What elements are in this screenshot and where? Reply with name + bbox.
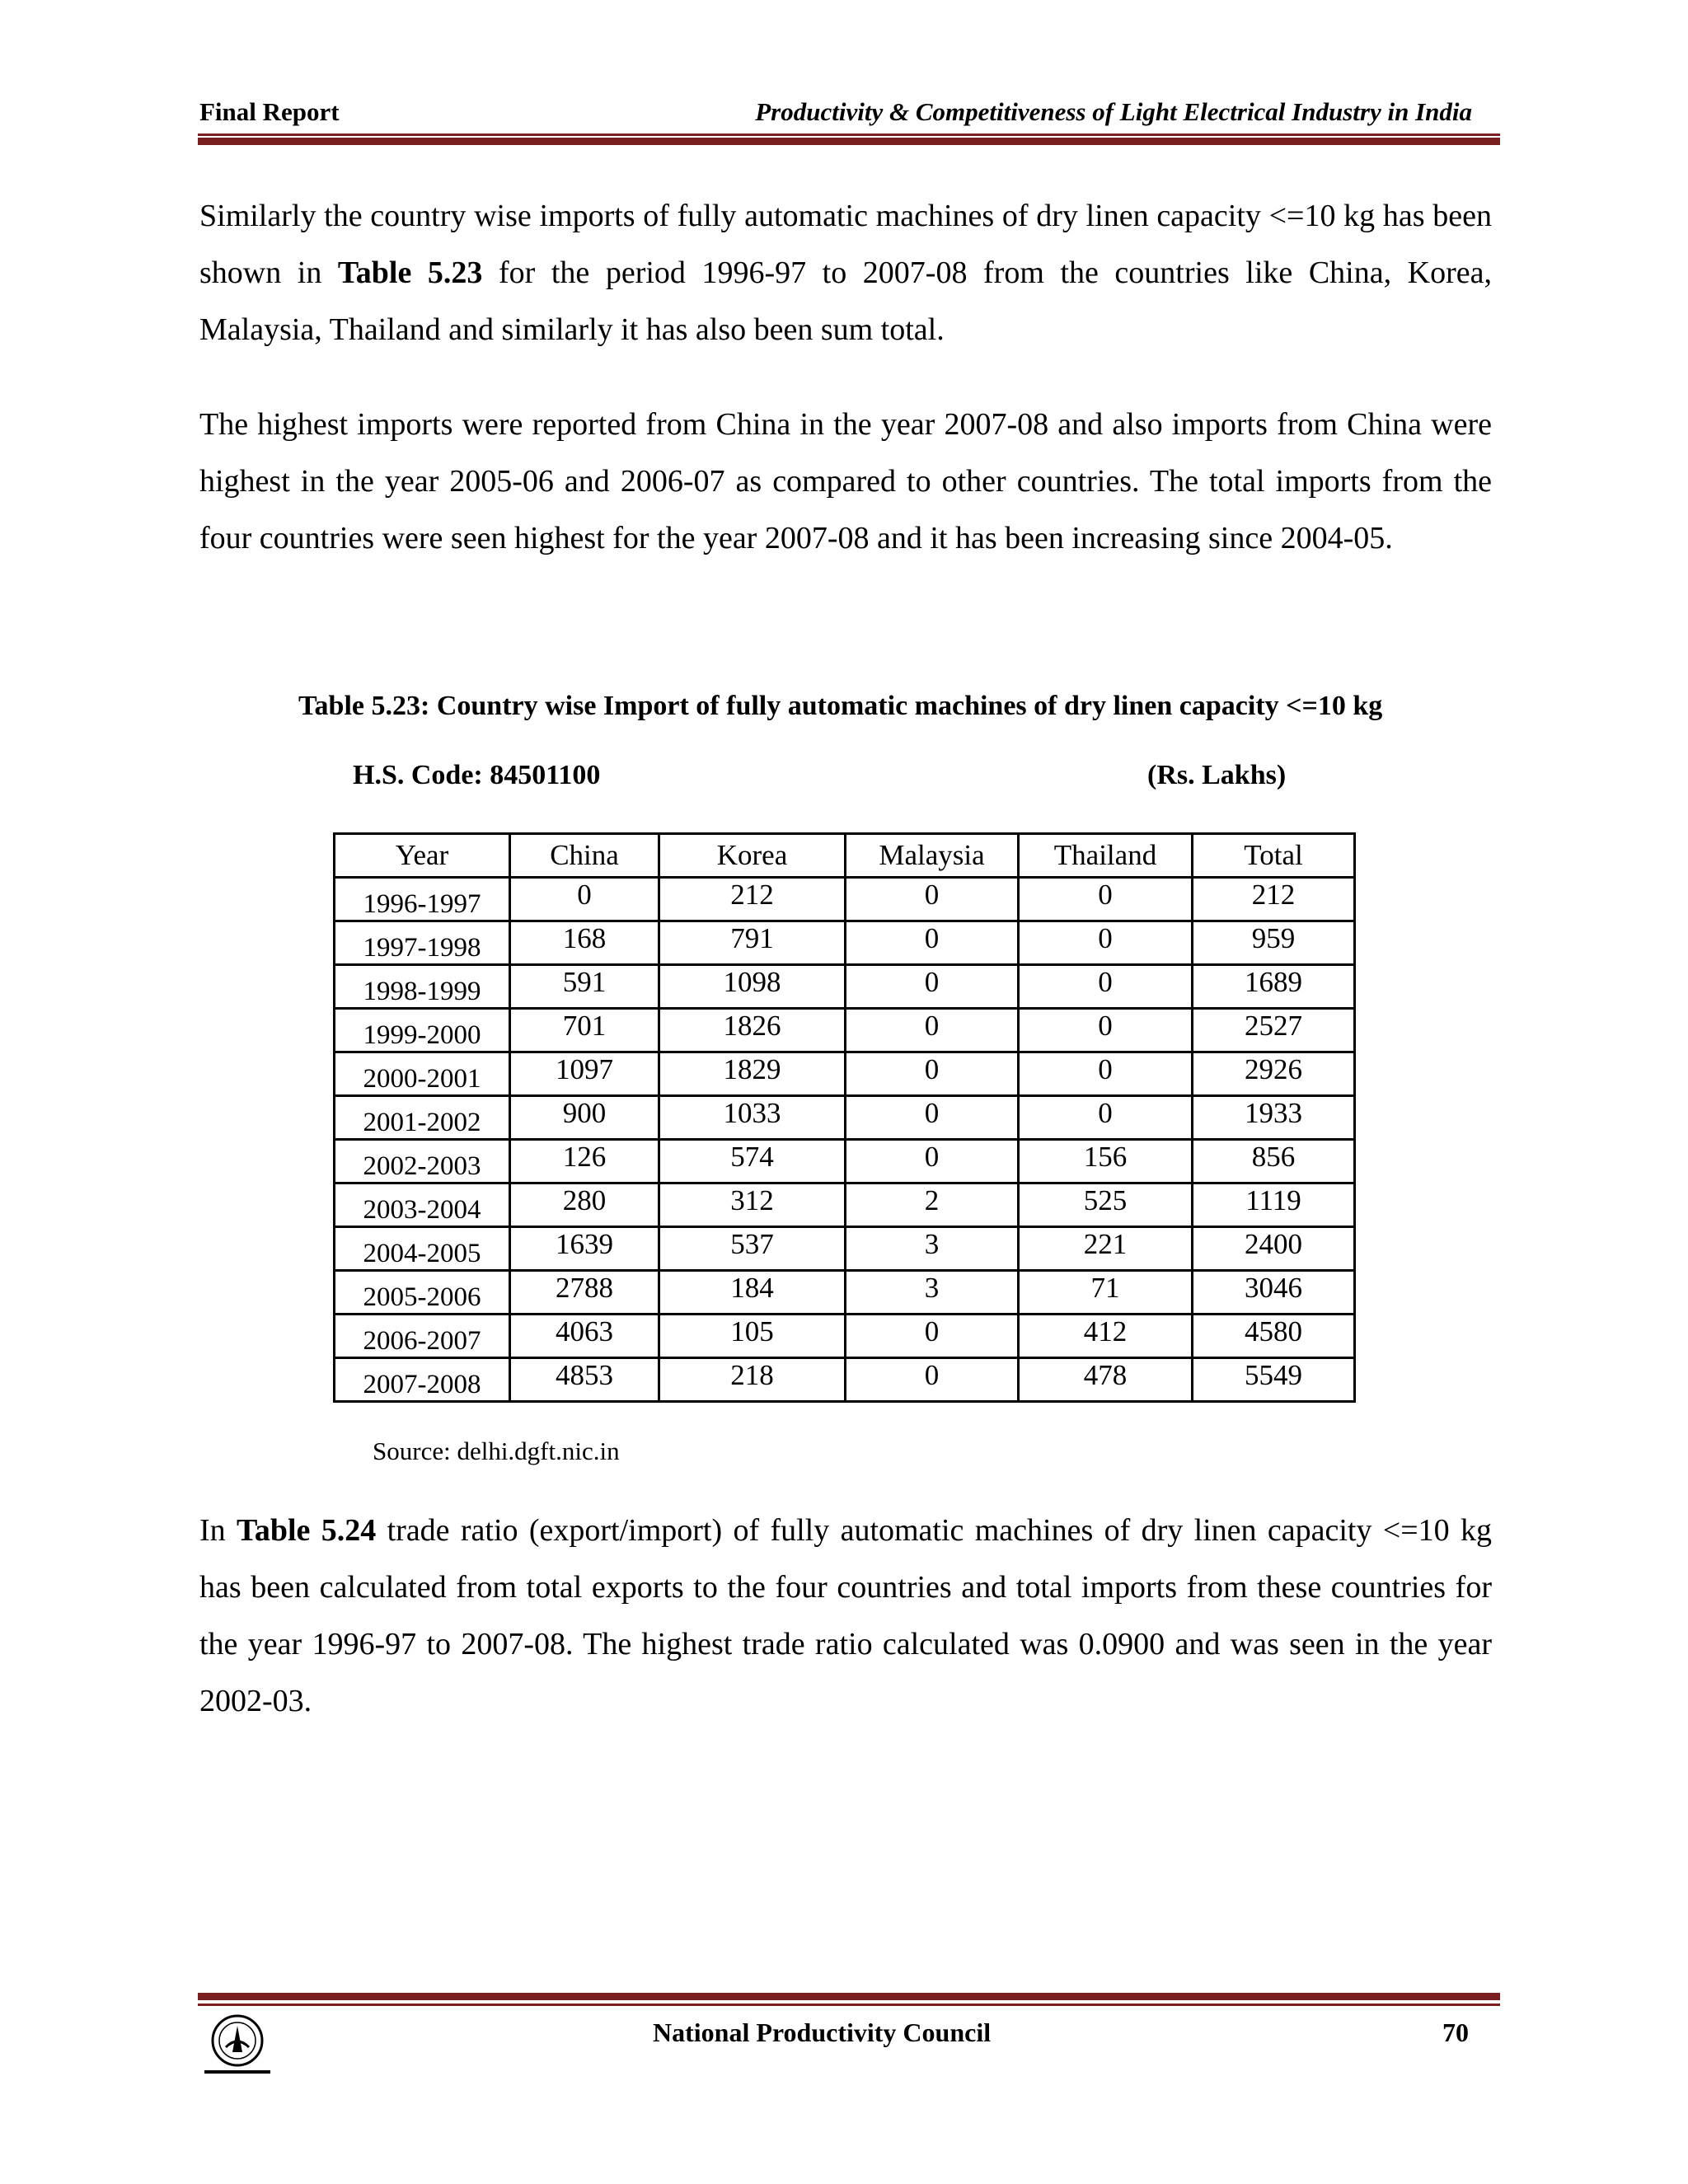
- cell-thailand: 0: [1019, 878, 1193, 921]
- cell-thailand: 156: [1019, 1140, 1193, 1183]
- cell-total: 5549: [1193, 1358, 1355, 1402]
- cell-korea: 312: [659, 1183, 846, 1227]
- cell-china: 900: [510, 1096, 659, 1140]
- cell-total: 2400: [1193, 1227, 1355, 1271]
- cell-year: 2004-2005: [335, 1227, 510, 1271]
- page-number: 70: [1442, 2018, 1469, 2047]
- column-header-thailand: Thailand: [1019, 834, 1193, 878]
- npc-logo-icon: [196, 2011, 279, 2080]
- cell-malaysia: 3: [846, 1271, 1019, 1315]
- footer-title: National Productivity Council: [653, 2018, 992, 2047]
- cell-thailand: 221: [1019, 1227, 1193, 1271]
- table-title: Table 5.23: Country wise Import of fully automatic machines of dry linen capacity <=10 kg: [298, 691, 1383, 721]
- cell-korea: 218: [659, 1358, 846, 1402]
- header-left: Final Report: [199, 97, 340, 126]
- table-row: [335, 1009, 1355, 1052]
- cell-year: 1996-1997: [335, 878, 510, 921]
- table-reference: Table 5.24: [237, 1513, 377, 1548]
- cell-thailand: 0: [1019, 1009, 1193, 1052]
- cell-thailand: 71: [1019, 1271, 1193, 1315]
- table-row: [335, 1315, 1355, 1358]
- table-row: [335, 1358, 1355, 1402]
- cell-year: 2002-2003: [335, 1140, 510, 1183]
- cell-year: 1999-2000: [335, 1009, 510, 1052]
- cell-china: 1639: [510, 1227, 659, 1271]
- table-row: [335, 921, 1355, 965]
- cell-malaysia: 0: [846, 1052, 1019, 1096]
- cell-thailand: 412: [1019, 1315, 1193, 1358]
- column-header-china: China: [510, 834, 659, 878]
- cell-year: 2000-2001: [335, 1052, 510, 1096]
- cell-korea: 212: [659, 878, 846, 921]
- cell-total: 1689: [1193, 965, 1355, 1009]
- table-row: [335, 965, 1355, 1009]
- table-row: [335, 878, 1355, 921]
- cell-total: 1933: [1193, 1096, 1355, 1140]
- table-unit: (Rs. Lakhs): [1147, 760, 1287, 790]
- cell-malaysia: 0: [846, 878, 1019, 921]
- table-header-row: [335, 834, 1355, 878]
- cell-china: 4853: [510, 1358, 659, 1402]
- cell-china: 126: [510, 1140, 659, 1183]
- column-header-year: Year: [335, 834, 510, 878]
- cell-china: 168: [510, 921, 659, 965]
- paragraph-3: In Table 5.24 trade ratio (export/import) of fully automatic machines of dry linen capacity <=10 kg has been calculated from total exports to the four countries and total imports from these countries for the year 1996-97 to 2007-08. The highest trade ratio calculated was 0.0900 and was seen in the year 2002-03.: [199, 1513, 1493, 1718]
- cell-china: 701: [510, 1009, 659, 1052]
- cell-korea: 105: [659, 1315, 846, 1358]
- table-row: [335, 1271, 1355, 1315]
- hs-code: H.S. Code: 84501100: [353, 760, 601, 790]
- table-row: [335, 1096, 1355, 1140]
- cell-korea: 1033: [659, 1096, 846, 1140]
- cell-total: 959: [1193, 921, 1355, 965]
- cell-korea: 1829: [659, 1052, 846, 1096]
- cell-total: 856: [1193, 1140, 1355, 1183]
- cell-korea: 791: [659, 921, 846, 965]
- footer-rule-thin: [198, 2004, 1500, 2006]
- table-row: [335, 1183, 1355, 1227]
- cell-thailand: 525: [1019, 1183, 1193, 1227]
- cell-total: 212: [1193, 878, 1355, 921]
- table-reference: Table 5.23: [337, 255, 483, 290]
- header-right: Productivity & Competitiveness of Light Electrical Industry in India: [755, 97, 1472, 126]
- cell-thailand: 478: [1019, 1358, 1193, 1402]
- column-header-korea: Korea: [659, 834, 846, 878]
- cell-korea: 1826: [659, 1009, 846, 1052]
- cell-total: 3046: [1193, 1271, 1355, 1315]
- cell-total: 4580: [1193, 1315, 1355, 1358]
- header-rule-thick: [198, 138, 1500, 145]
- cell-thailand: 0: [1019, 921, 1193, 965]
- cell-korea: 1098: [659, 965, 846, 1009]
- cell-total: 2926: [1193, 1052, 1355, 1096]
- cell-china: 1097: [510, 1052, 659, 1096]
- cell-malaysia: 3: [846, 1227, 1019, 1271]
- header-rule-thin: [198, 134, 1500, 136]
- cell-malaysia: 0: [846, 1358, 1019, 1402]
- cell-year: 1997-1998: [335, 921, 510, 965]
- cell-malaysia: 0: [846, 921, 1019, 965]
- cell-year: 2001-2002: [335, 1096, 510, 1140]
- cell-china: 4063: [510, 1315, 659, 1358]
- footer-rule-thick: [198, 1993, 1500, 2000]
- cell-malaysia: 0: [846, 965, 1019, 1009]
- cell-year: 2006-2007: [335, 1315, 510, 1358]
- cell-korea: 184: [659, 1271, 846, 1315]
- cell-thailand: 0: [1019, 1096, 1193, 1140]
- table-row: [335, 1227, 1355, 1271]
- cell-china: 591: [510, 965, 659, 1009]
- cell-malaysia: 0: [846, 1009, 1019, 1052]
- cell-china: 2788: [510, 1271, 659, 1315]
- cell-year: 1998-1999: [335, 965, 510, 1009]
- column-header-total: Total: [1193, 834, 1355, 878]
- page-header: [198, 97, 1500, 134]
- table-row: [335, 1140, 1355, 1183]
- cell-thailand: 0: [1019, 965, 1193, 1009]
- cell-korea: 574: [659, 1140, 846, 1183]
- table-source: Source: delhi.dgft.nic.in: [373, 1436, 620, 1465]
- cell-korea: 537: [659, 1227, 846, 1271]
- paragraph-2: The highest imports were reported from China in the year 2007-08 and also imports from China were highest in the year 2005-06 and 2006-07 as compared to other countries. The total imports from the four countries were seen highest for the year 2007-08 and it has been increasing since 2004-05.: [199, 407, 1492, 555]
- table-row: [335, 1052, 1355, 1096]
- cell-year: 2007-2008: [335, 1358, 510, 1402]
- cell-total: 2527: [1193, 1009, 1355, 1052]
- import-table: [333, 832, 1356, 1403]
- cell-total: 1119: [1193, 1183, 1355, 1227]
- cell-malaysia: 0: [846, 1096, 1019, 1140]
- cell-malaysia: 0: [846, 1315, 1019, 1358]
- cell-china: 0: [510, 878, 659, 921]
- cell-malaysia: 2: [846, 1183, 1019, 1227]
- cell-year: 2003-2004: [335, 1183, 510, 1227]
- cell-thailand: 0: [1019, 1052, 1193, 1096]
- cell-malaysia: 0: [846, 1140, 1019, 1183]
- cell-year: 2005-2006: [335, 1271, 510, 1315]
- cell-china: 280: [510, 1183, 659, 1227]
- column-header-malaysia: Malaysia: [846, 834, 1019, 878]
- paragraph-1: Similarly the country wise imports of fully automatic machines of dry linen capacity <=10 kg has been shown in Table 5.23 for the period 1996-97 to 2007-08 from the countries like China, Korea, Malaysia, Thailand and similarly it has also been sum total.: [199, 199, 1492, 347]
